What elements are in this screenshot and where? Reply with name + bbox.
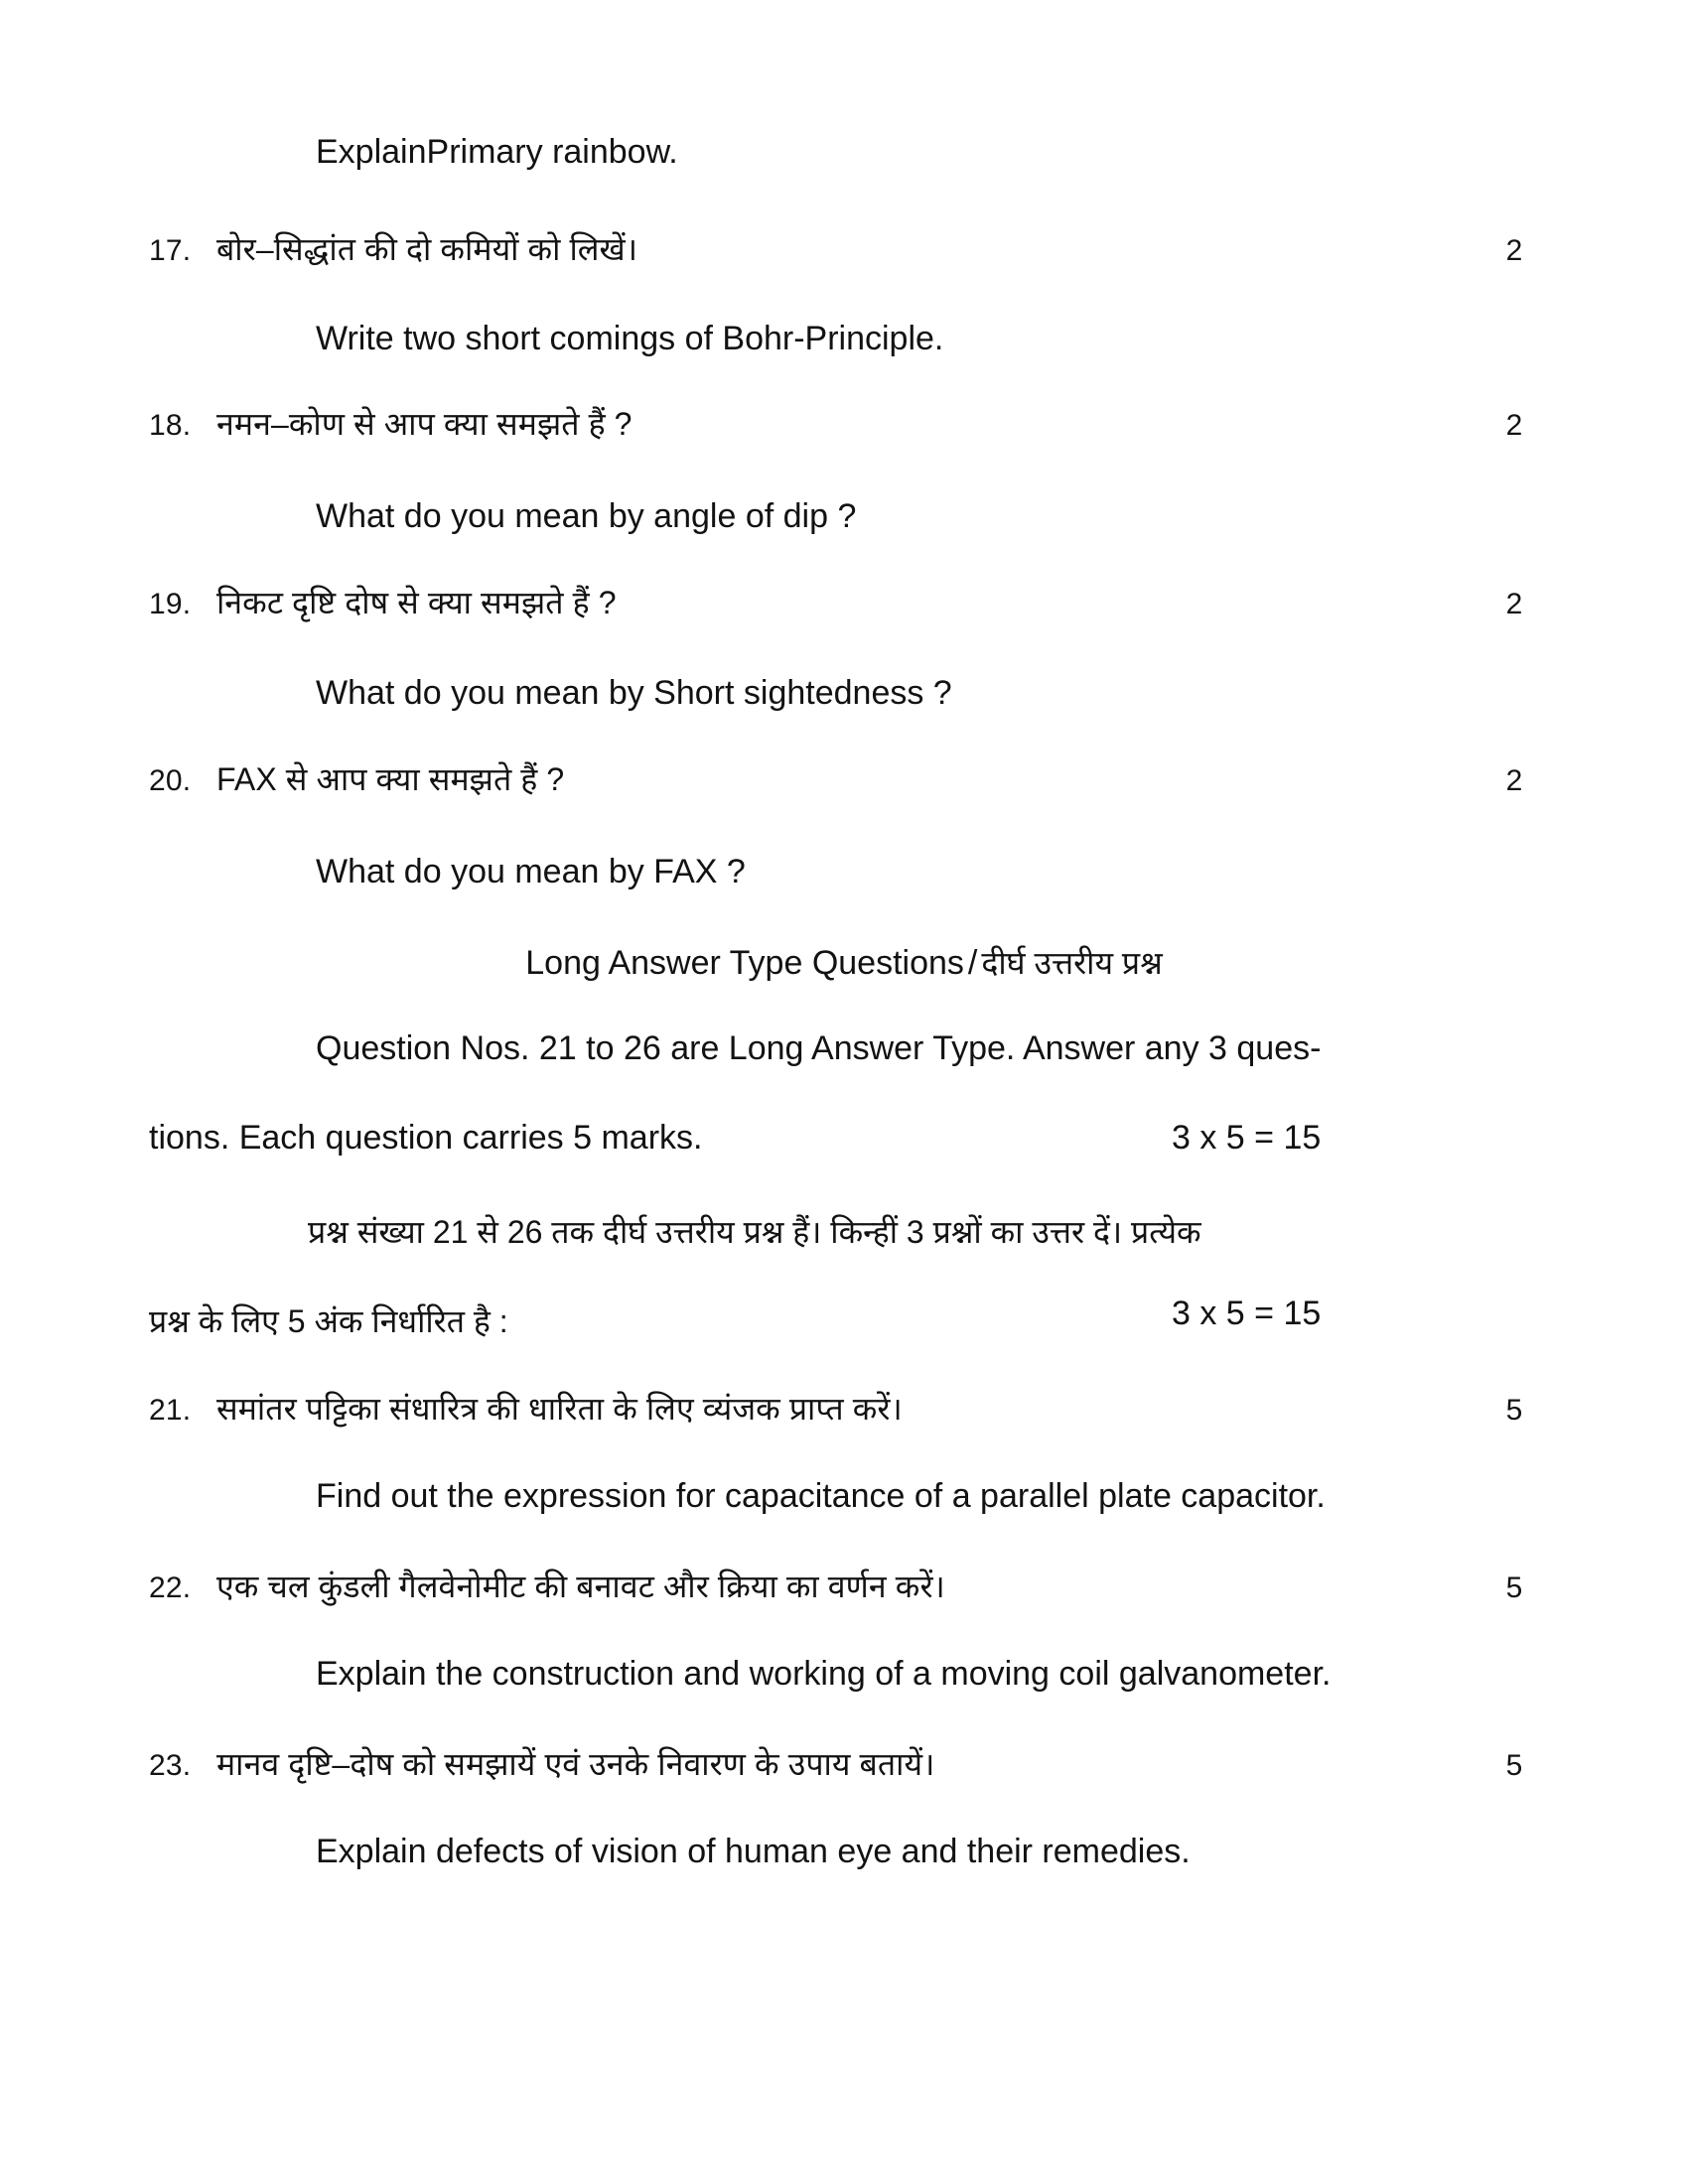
question-text-english-19: What do you mean by Short sightedness ?: [316, 674, 952, 713]
question-marks-17: 2: [1505, 233, 1523, 267]
question-marks-21: 5: [1505, 1393, 1523, 1427]
instructions-english-total-marks: 3 x 5 = 15: [1172, 1119, 1322, 1158]
question-text-hindi-20: FAX से आप क्या समझते हैं ?: [216, 760, 565, 797]
question-text-hindi-23: मानव दृष्टि–दोष को समझायें एवं उनके निवारण के उपाय बतायें।: [216, 1746, 935, 1783]
question-number-19: 19.: [149, 587, 192, 620]
instructions-hindi-line-1: प्रश्न संख्या 21 से 26 तक दीर्घ उत्तरीय प्रश्न हैं। किन्हीं 3 प्रश्नों का उत्तर दें। प्रत्येक: [308, 1214, 1201, 1251]
question-text-hindi-22: एक चल कुंडली गैलवेनोमीट की बनावट और क्रिया का वर्णन करें।: [216, 1568, 945, 1604]
question-number-17: 17.: [149, 233, 192, 267]
question-text-english-18: What do you mean by angle of dip ?: [316, 497, 857, 536]
instructions-hindi-line-2: प्रश्न के लिए 5 अंक निर्धारित है :: [149, 1302, 508, 1339]
question-text-hindi-19: निकट दृष्टि दोष से क्या समझते हैं ?: [216, 584, 617, 620]
question-text-english-21: Find out the expression for capacitance of a parallel plate capacitor.: [316, 1476, 1326, 1515]
instructions-hindi-total-marks: 3 x 5 = 15: [1172, 1294, 1322, 1332]
question-number-18: 18.: [149, 409, 192, 443]
question-row-18: [149, 404, 1559, 444]
section-heading-hindi: दीर्घ उत्तरीय प्रश्न: [981, 944, 1163, 981]
question-marks-22: 5: [1505, 1570, 1523, 1604]
question-text-hindi-17: बोर–सिद्धांत की दो कमियों को लिखें।: [216, 230, 638, 267]
question-text-english-17: Write two short comings of Bohr-Principle.: [316, 320, 944, 358]
question-row-23: [149, 1744, 1559, 1784]
instructions-english-line-2: tions. Each question carries 5 marks.: [149, 1119, 703, 1158]
instructions-english-line-1: Question Nos. 21 to 26 are Long Answer Type. Answer any 3 ques-: [316, 1029, 1322, 1068]
question-row-22: [149, 1567, 1559, 1606]
question-row-21: [149, 1389, 1559, 1429]
question-row-20: [149, 759, 1559, 799]
question-marks-23: 5: [1505, 1749, 1523, 1783]
question-marks-20: 2: [1505, 763, 1523, 797]
question-text-hindi-18: नमन–कोण से आप क्या समझते हैं ?: [216, 406, 633, 443]
question-row-19: [149, 583, 1559, 622]
question-number-21: 21.: [149, 1393, 192, 1427]
question-number-22: 22.: [149, 1570, 192, 1604]
question-text-hindi-21: समांतर पट्टिका संधारित्र की धारिता के लिए व्यंजक प्राप्त करें।: [216, 1390, 903, 1427]
question-marks-18: 2: [1505, 409, 1523, 443]
question-number-23: 23.: [149, 1749, 192, 1783]
question-text-english-20: What do you mean by FAX ?: [316, 852, 746, 890]
section-heading-long-answer: [0, 941, 1688, 984]
question-row-17: [149, 229, 1559, 269]
section-heading-english: Long Answer Type Questions: [525, 943, 964, 982]
question-number-20: 20.: [149, 763, 192, 797]
question-text-english-23: Explain defects of vision of human eye and their remedies.: [316, 1833, 1191, 1871]
question-text-english-22: Explain the construction and working of a moving coil galvanometer.: [316, 1654, 1332, 1693]
question-marks-19: 2: [1505, 587, 1523, 620]
carryover-text: ExplainPrimary rainbow.: [316, 133, 678, 172]
section-heading-separator: /: [967, 943, 978, 982]
